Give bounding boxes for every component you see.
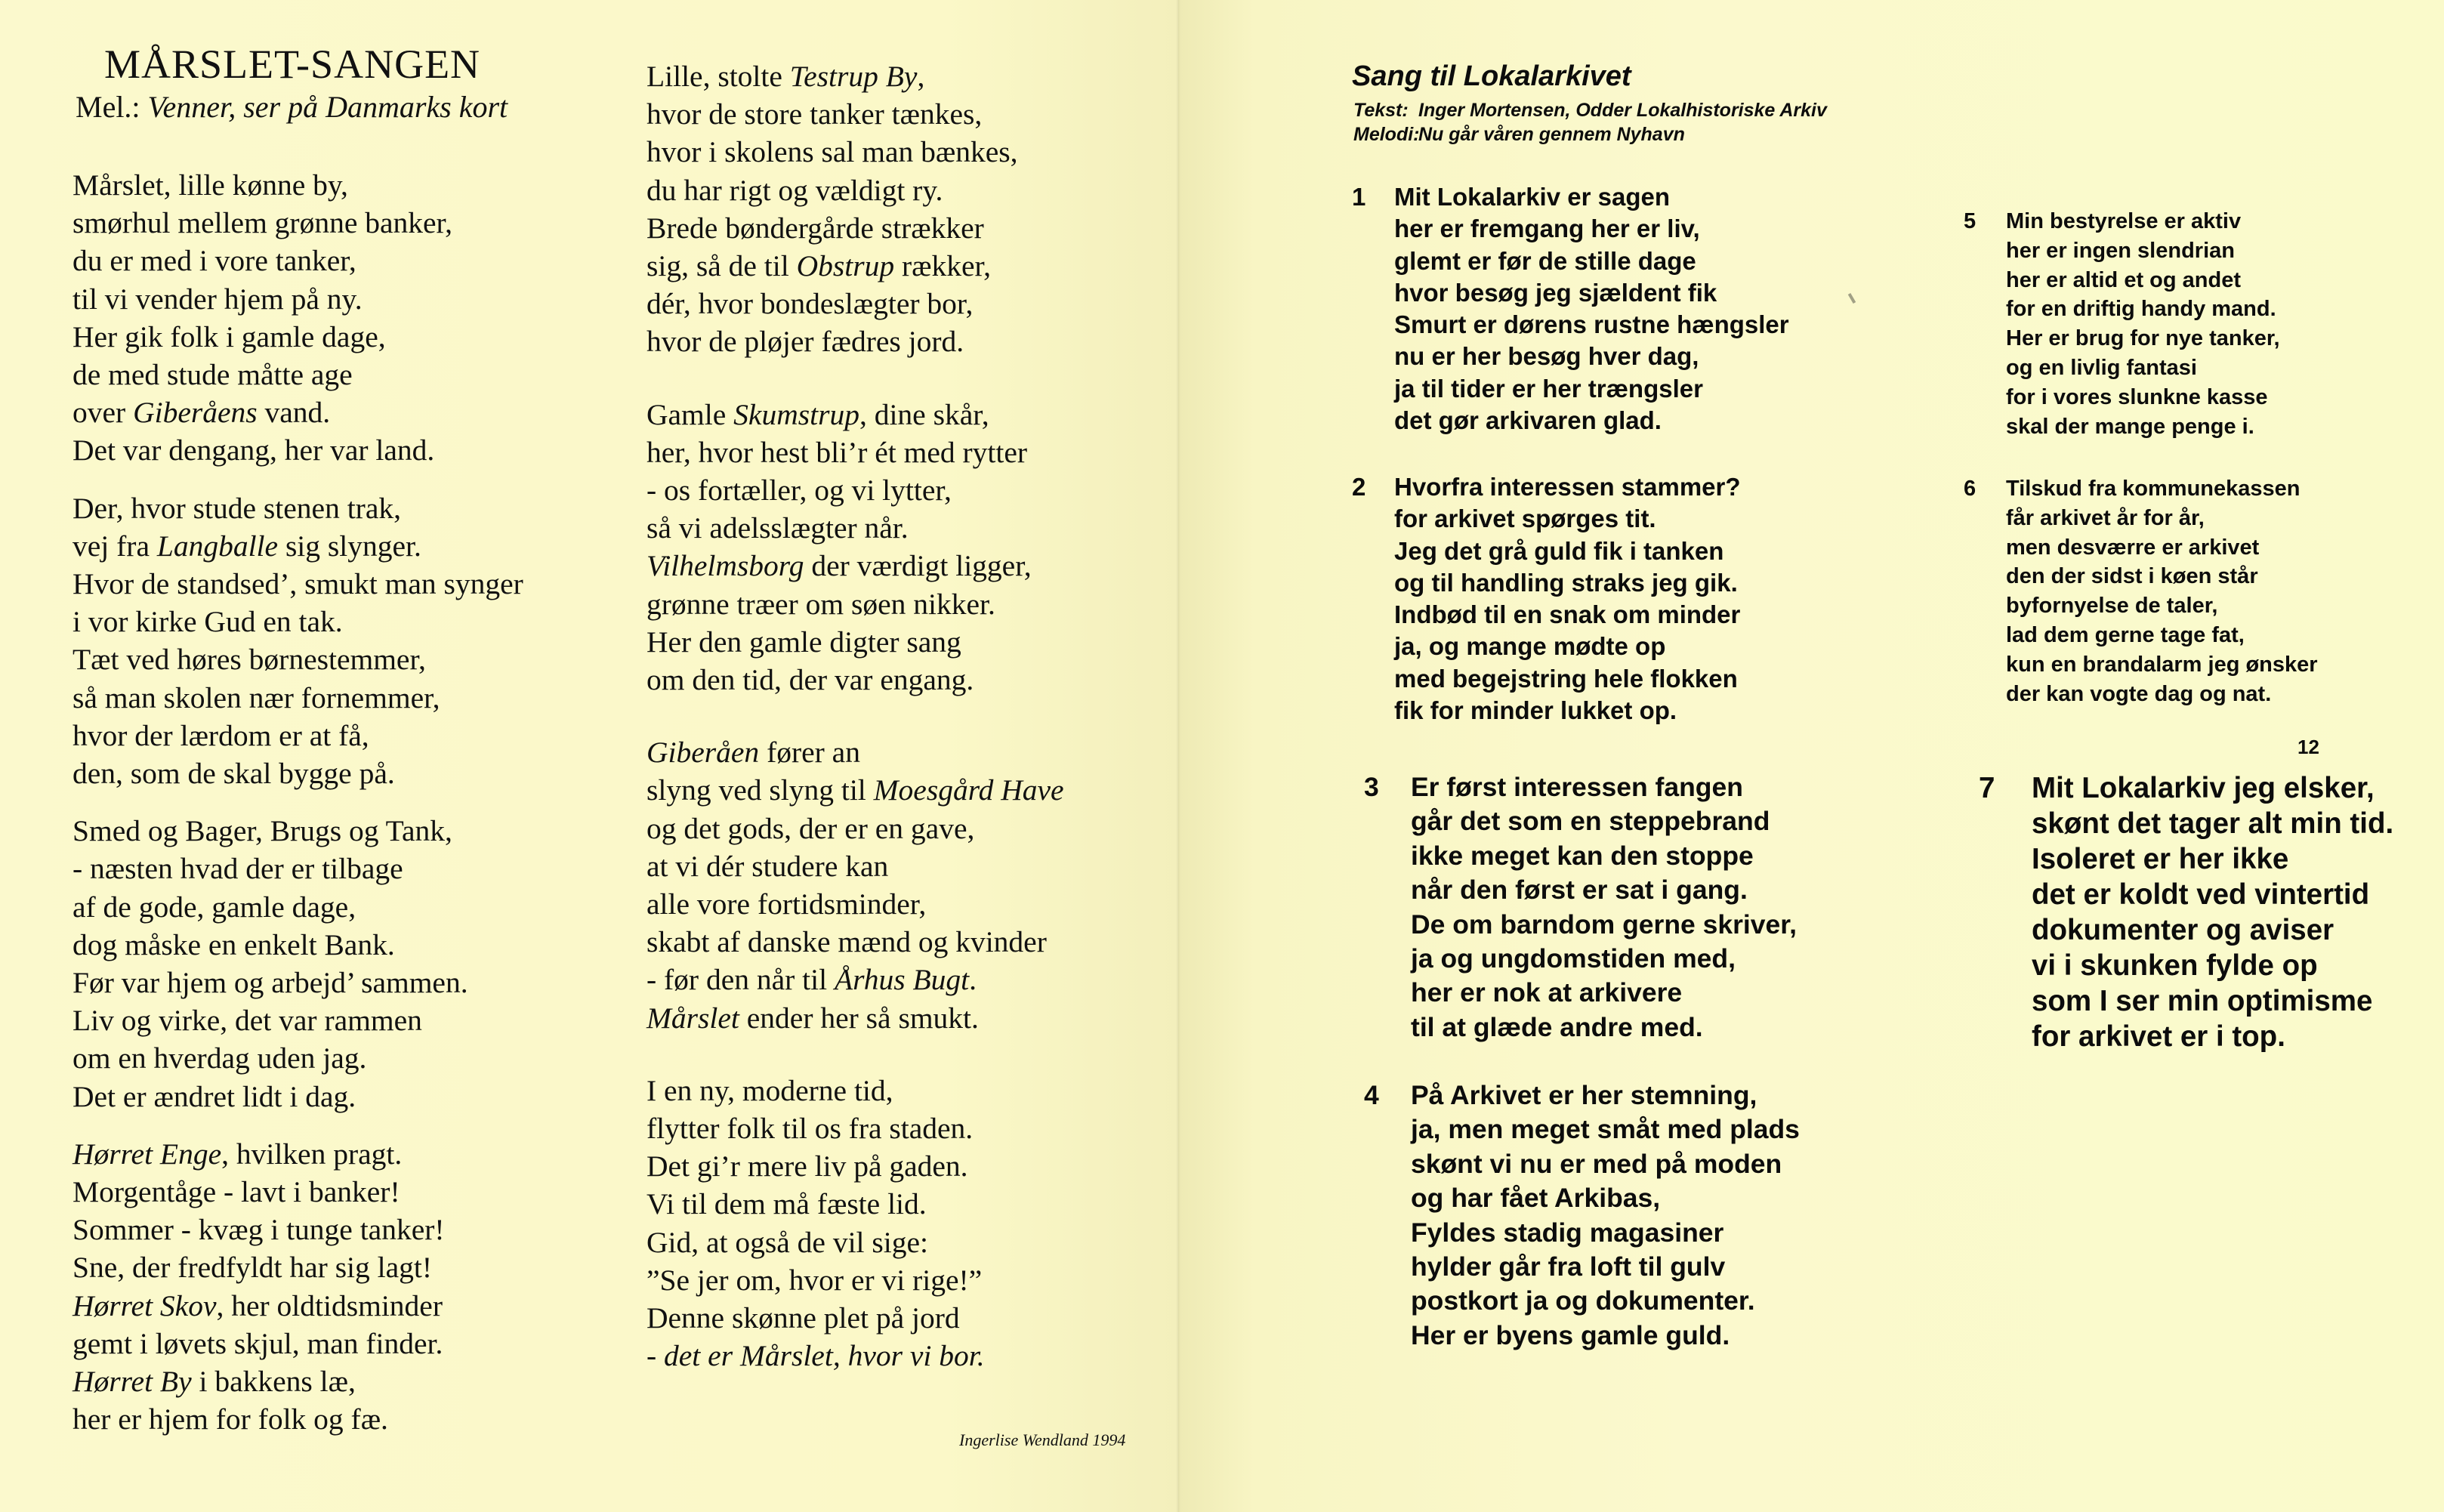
verse-line: dokumenter og aviser xyxy=(2032,914,2334,946)
verse-lines xyxy=(2006,207,2280,441)
poem-line xyxy=(73,717,616,754)
line-text: Her gik folk i gamle dage, xyxy=(73,319,386,353)
line-text: ender her så smukt. xyxy=(739,1001,979,1035)
poem-line xyxy=(73,640,616,678)
page-fold xyxy=(1176,0,1180,1512)
verse-line: når den først er sat i gang. xyxy=(1411,875,1748,906)
verse-line: der kan vogte dag og nat. xyxy=(2006,681,2272,706)
line-text: dér, hvor bondeslægter bor, xyxy=(646,287,974,321)
line-text: - før den når til xyxy=(646,963,835,997)
poem-line xyxy=(646,171,1160,209)
verse-number: 3 xyxy=(1364,772,1379,802)
line-text: - næsten hvad der er tilbage xyxy=(73,852,403,886)
line-text: . xyxy=(969,963,977,997)
page-number: 12 xyxy=(2297,736,2319,758)
line-text: slyng ved slyng til xyxy=(646,773,874,807)
line-text: af de gode, gamle dage, xyxy=(73,890,356,924)
poem-line xyxy=(73,1039,616,1077)
line-text: - os fortæller, og vi lytter, xyxy=(646,474,952,508)
line-text: om den tid, der var engang. xyxy=(646,663,974,697)
poem-line xyxy=(73,356,616,393)
verse-line: her er nok at arkivere xyxy=(1411,977,1683,1008)
stanza xyxy=(73,166,616,470)
line-text: om en hverdag uden jag. xyxy=(73,1041,367,1075)
verse-line: postkort ja og dokumenter. xyxy=(1411,1285,1755,1316)
line-text: du har rigt og vældigt ry. xyxy=(646,173,943,207)
poem-line xyxy=(646,285,1160,322)
poem-line xyxy=(73,489,616,527)
line-text: sig slynger. xyxy=(278,529,421,563)
poem-line xyxy=(73,393,616,431)
verse-lines xyxy=(2006,474,2318,708)
poem-line xyxy=(73,964,616,1001)
poem-line xyxy=(73,1135,616,1173)
line-text: Det er ændret lidt i dag. xyxy=(73,1079,356,1113)
line-text: her, hvor hest bli’r ét med rytter xyxy=(646,435,1028,469)
verse-number: 5 xyxy=(1964,209,1976,233)
line-text: så vi adelsslægter når. xyxy=(646,511,909,545)
poem-line xyxy=(646,1072,1160,1109)
line-text: , her oldtidsminder xyxy=(216,1288,443,1322)
verse-line: og har fået Arkibas, xyxy=(1411,1183,1661,1214)
song-credits xyxy=(1353,98,1827,147)
verse-line: det er koldt ved vintertid xyxy=(2032,878,2370,911)
poem-line xyxy=(73,431,616,469)
line-text: Lille, stolte xyxy=(646,60,790,93)
line-text: gemt i løvets skjul, man finder. xyxy=(73,1326,443,1360)
line-text: at vi dér studere kan xyxy=(646,849,889,883)
verse-line: skal der mange penge i. xyxy=(2006,414,2254,439)
line-text: Liv og virke, det var rammen xyxy=(73,1004,422,1038)
line-text: over xyxy=(73,396,134,430)
verse-number: 2 xyxy=(1352,473,1366,501)
line-text: Før var hjem og arbejd’ sammen. xyxy=(73,966,468,1000)
line-text: du er med i vore tanker, xyxy=(73,244,356,278)
place-name: Mårslet xyxy=(646,1001,739,1035)
stanza xyxy=(646,1072,1160,1375)
line-text: og det gods, der er en gave, xyxy=(646,811,975,845)
poem-column-1 xyxy=(73,166,616,1439)
place-name: Obstrup xyxy=(796,249,895,283)
verse-line: den der sidst i køen står xyxy=(2006,564,2258,589)
verse-lines xyxy=(1411,1078,1800,1353)
verse-line: De om barndom gerne skriver, xyxy=(1411,909,1797,940)
line-text: så man skolen nær fornemmer, xyxy=(73,680,440,714)
stanza xyxy=(646,57,1160,361)
poem-line xyxy=(646,1147,1160,1185)
poem-line xyxy=(646,885,1160,923)
poem-line xyxy=(73,926,616,964)
line-text: Mårslet, lille kønne by, xyxy=(73,168,348,202)
poem-line xyxy=(646,1299,1160,1337)
line-text: Sommer - kvæg i tunge tanker! xyxy=(73,1213,445,1247)
song-title-lokalarkivet: Sang til Lokalarkivet xyxy=(1352,60,1631,92)
line-text: hvor de pløjer fædres jord. xyxy=(646,325,964,359)
melody-credit-value: Nu går våren gennem Nyhavn xyxy=(1418,124,1685,145)
line-text: Der, hvor stude stenen trak, xyxy=(73,491,401,525)
stanza xyxy=(73,489,616,793)
poem-line xyxy=(646,209,1160,247)
verse-line: Her er brug for nye tanker, xyxy=(2006,326,2280,351)
poem-line xyxy=(73,1173,616,1211)
poem-line xyxy=(646,999,1160,1037)
verse-number: 4 xyxy=(1364,1080,1379,1110)
melody-credit-label: Melodi: xyxy=(1353,124,1420,145)
text-credit-value: Inger Mortensen, Odder Lokalhistoriske Arkiv xyxy=(1418,100,1827,121)
line-text: Sne, der fredfyldt har sig lagt! xyxy=(73,1251,433,1285)
verse-line: Er først interessen fangen xyxy=(1411,772,1743,802)
verse-line: Mit Lokalarkiv er sagen xyxy=(1394,183,1670,211)
verse-lines xyxy=(2032,770,2393,1054)
line-text: hvor der lærdom er at få, xyxy=(73,718,369,752)
line-text: I en ny, moderne tid, xyxy=(646,1073,893,1107)
stanza xyxy=(73,812,616,1115)
line-text: de med stude måtte age xyxy=(73,358,353,392)
verse-line: for arkivet spørges tit. xyxy=(1394,505,1656,533)
line-text: sig, så de til xyxy=(646,249,797,283)
melody-title: Venner, ser på Danmarks kort xyxy=(147,90,508,124)
line-text: Tæt ved høres børnestemmer, xyxy=(73,643,426,677)
author-signature: Ingerlise Wendland 1994 xyxy=(959,1430,1126,1449)
verse-line: Smurt er dørens rustne hængsler xyxy=(1394,310,1789,339)
line-text: Her den gamle digter sang xyxy=(646,625,961,659)
line-text: smørhul mellem grønne banker, xyxy=(73,206,453,240)
poem-line xyxy=(646,847,1160,885)
poem-line xyxy=(73,242,616,279)
verse-7 xyxy=(1979,770,2393,1054)
verse-line: for arkivet er i top. xyxy=(2032,1020,2285,1053)
stanza xyxy=(646,733,1160,1037)
poem-line xyxy=(646,547,1160,585)
poem-line xyxy=(73,603,616,640)
poem-line xyxy=(73,812,616,850)
verse-line: og en livlig fantasi xyxy=(2006,355,2197,380)
poem-line xyxy=(73,204,616,242)
poem-line xyxy=(73,565,616,603)
verse-line: Isoleret er her ikke xyxy=(2032,843,2289,875)
line-text: alle vore fortidsminder, xyxy=(646,887,927,921)
verse-lines xyxy=(1394,471,1741,727)
place-name: - det er Mårslet, hvor vi bor. xyxy=(646,1339,985,1373)
poem-line xyxy=(646,95,1160,133)
verse-line: det gør arkivaren glad. xyxy=(1394,406,1662,435)
verse-lines xyxy=(1411,770,1797,1045)
poem-line xyxy=(73,754,616,792)
poem-line xyxy=(646,247,1160,285)
verse-line: som I ser min optimisme xyxy=(2032,985,2373,1017)
poem-line xyxy=(646,434,1160,471)
poem-line xyxy=(646,1109,1160,1147)
verse-1 xyxy=(1352,181,1789,437)
line-text: skabt af danske mænd og kvinder xyxy=(646,925,1047,959)
verse-4 xyxy=(1364,1078,1800,1353)
verse-6 xyxy=(1964,474,2318,708)
poem-line xyxy=(73,850,616,887)
place-name: Giberåens xyxy=(133,396,258,430)
poem-line xyxy=(73,1248,616,1286)
poem-line xyxy=(73,527,616,565)
line-text: , hvilken pragt. xyxy=(221,1137,403,1171)
line-text: hvor de store tanker tænkes, xyxy=(646,97,983,131)
poem-line xyxy=(646,471,1160,509)
poem-line xyxy=(646,585,1160,623)
line-text: der værdigt ligger, xyxy=(804,549,1032,583)
verse-5 xyxy=(1964,207,2280,441)
poem-line xyxy=(646,509,1160,547)
line-text: Det var dengang, her var land. xyxy=(73,434,435,467)
verse-line: her er altid et og andet xyxy=(2006,267,2241,292)
line-text: fører an xyxy=(759,736,860,770)
line-text: vand. xyxy=(257,396,331,430)
stanza xyxy=(73,1135,616,1439)
line-text: Denne skønne plet på jord xyxy=(646,1301,960,1335)
place-name: Århus Bugt xyxy=(834,963,970,997)
line-text: , dine skår, xyxy=(859,397,989,431)
verse-line: ja, og mange mødte op xyxy=(1394,632,1666,661)
verse-line: Indbød til en snak om minder xyxy=(1394,600,1741,629)
poem-line xyxy=(73,318,616,356)
poem-line xyxy=(73,1078,616,1115)
line-text: dog måske en enkelt Bank. xyxy=(73,927,395,961)
verse-2 xyxy=(1352,471,1741,727)
verse-line: for en driftig handy mand. xyxy=(2006,297,2276,322)
verse-line: ja til tider er her trængsler xyxy=(1394,374,1703,403)
melody-credit xyxy=(1353,122,1827,147)
text-credit-label: Tekst: xyxy=(1353,100,1409,121)
poem-line xyxy=(646,1261,1160,1299)
poem-line xyxy=(646,810,1160,847)
verse-line: Tilskud fra kommunekassen xyxy=(2006,477,2301,501)
verse-line: her er fremgang her er liv, xyxy=(1394,214,1700,243)
verse-line: ja og ungdomstiden med, xyxy=(1411,943,1736,974)
verse-3 xyxy=(1364,770,1797,1045)
line-text: rækker, xyxy=(894,249,991,283)
verse-line: kun en brandalarm jeg ønsker xyxy=(2006,652,2318,677)
verse-line: hylder går fra loft til gulv xyxy=(1411,1251,1726,1282)
verse-line: skønt det tager alt min tid. xyxy=(2032,807,2394,840)
verse-number: 6 xyxy=(1964,477,1976,501)
place-name: Hørret By xyxy=(73,1365,192,1399)
poem-line xyxy=(73,166,616,204)
poem-line xyxy=(646,661,1160,699)
poem-line xyxy=(73,1211,616,1248)
poem-line xyxy=(646,733,1160,771)
verse-line: ja, men meget småt med plads xyxy=(1411,1114,1800,1145)
poem-line xyxy=(646,1185,1160,1223)
line-text: i vor kirke Gud en tak. xyxy=(73,605,343,639)
verse-line: skønt vi nu er med på moden xyxy=(1411,1148,1782,1179)
line-text: Det gi’r mere liv på gaden. xyxy=(646,1149,968,1183)
verse-line: går det som en steppebrand xyxy=(1411,806,1770,837)
verse-line: Her er byens gamle guld. xyxy=(1411,1319,1730,1350)
poem-line xyxy=(646,133,1160,171)
verse-line: På Arkivet er her stemning, xyxy=(1411,1080,1757,1110)
verse-line: her er ingen slendrian xyxy=(2006,238,2235,263)
line-text: ”Se jer om, hvor er vi rige!” xyxy=(646,1263,983,1297)
verse-line: for i vores slunkne kasse xyxy=(2006,384,2268,409)
line-text: , xyxy=(917,60,925,93)
verse-line: med begejstring hele flokken xyxy=(1394,664,1738,693)
place-name: Moesgård Have xyxy=(873,773,1064,807)
line-text: til vi vender hjem på ny. xyxy=(73,282,363,316)
poem-line xyxy=(73,888,616,926)
verse-line: fik for minder lukket op. xyxy=(1394,696,1677,725)
place-name: Hørret Enge xyxy=(73,1137,222,1171)
place-name: Vilhelmsborg xyxy=(646,549,804,583)
poem-line xyxy=(73,1400,616,1438)
line-text: grønne træer om søen nikker. xyxy=(646,587,995,621)
line-text: flytter folk til os fra staden. xyxy=(646,1112,974,1146)
line-text: Morgentåge - lavt i banker! xyxy=(73,1175,400,1209)
line-text: Gid, at også de vil sige: xyxy=(646,1225,928,1259)
line-text: Smed og Bager, Brugs og Tank, xyxy=(73,814,452,848)
poem-line xyxy=(73,1362,616,1400)
verse-line: får arkivet år for år, xyxy=(2006,505,2205,530)
verse-line: Jeg det grå guld fik i tanken xyxy=(1394,536,1724,565)
text-credit xyxy=(1353,98,1827,122)
melody-line xyxy=(76,89,508,125)
poem-line xyxy=(646,961,1160,998)
verse-line: vi i skunken fylde op xyxy=(2032,949,2318,982)
poem-line xyxy=(73,1001,616,1039)
verse-line: glemt er før de stille dage xyxy=(1394,246,1696,275)
line-text: hvor i skolens sal man bænkes, xyxy=(646,135,1018,169)
poem-line xyxy=(646,322,1160,360)
poem-column-2 xyxy=(646,57,1160,1375)
poem-line xyxy=(73,280,616,318)
line-text: vej fra xyxy=(73,529,157,563)
verse-line: ikke meget kan den stoppe xyxy=(1411,840,1754,871)
verse-line: nu er her besøg hver dag, xyxy=(1394,342,1699,371)
poem-line xyxy=(646,1337,1160,1375)
line-text: i bakkens læ, xyxy=(191,1365,356,1399)
stanza xyxy=(646,396,1160,699)
poem-line xyxy=(646,623,1160,661)
line-text: Hvor de standsed’, smukt man synger xyxy=(73,567,523,601)
poem-line xyxy=(73,679,616,717)
verse-line: Fyldes stadig magasiner xyxy=(1411,1217,1724,1248)
line-text: her er hjem for folk og fæ. xyxy=(73,1402,388,1436)
verse-line: byfornyelse de taler, xyxy=(2006,594,2218,619)
song-title-marslet: MÅRSLET-SANGEN xyxy=(104,42,481,87)
verse-number: 1 xyxy=(1352,183,1366,211)
verse-line: Mit Lokalarkiv jeg elsker, xyxy=(2032,772,2375,804)
melody-prefix: Mel.: xyxy=(76,90,140,124)
place-name: Skumstrup xyxy=(733,397,859,431)
place-name: Giberåen xyxy=(646,736,760,770)
verse-line: hvor besøg jeg sjældent fik xyxy=(1394,278,1717,307)
poem-line xyxy=(646,1223,1160,1261)
poem-line xyxy=(646,771,1160,809)
verse-number: 7 xyxy=(1979,772,1995,804)
verse-lines xyxy=(1394,181,1789,437)
verse-line: Min bestyrelse er aktiv xyxy=(2006,209,2242,233)
place-name: Testrup By xyxy=(789,60,918,93)
poem-line xyxy=(646,396,1160,434)
line-text: den, som de skal bygge på. xyxy=(73,757,395,791)
verse-line: til at glæde andre med. xyxy=(1411,1011,1703,1042)
line-text: Gamle xyxy=(646,397,734,431)
poem-line xyxy=(73,1325,616,1362)
poem-line xyxy=(646,923,1160,961)
verse-line: men desværre er arkivet xyxy=(2006,535,2260,560)
line-text: Brede bøndergårde strækker xyxy=(646,211,984,245)
poem-line xyxy=(73,1287,616,1325)
verse-line: lad dem gerne tage fat, xyxy=(2006,622,2245,647)
verse-line: Hvorfra interessen stammer? xyxy=(1394,473,1741,501)
place-name: Langballe xyxy=(156,529,279,563)
place-name: Hørret Skov xyxy=(73,1288,217,1322)
poem-line xyxy=(646,57,1160,95)
verse-line: og til handling straks jeg gik. xyxy=(1394,568,1738,597)
line-text: Vi til dem må fæste lid. xyxy=(646,1187,927,1221)
